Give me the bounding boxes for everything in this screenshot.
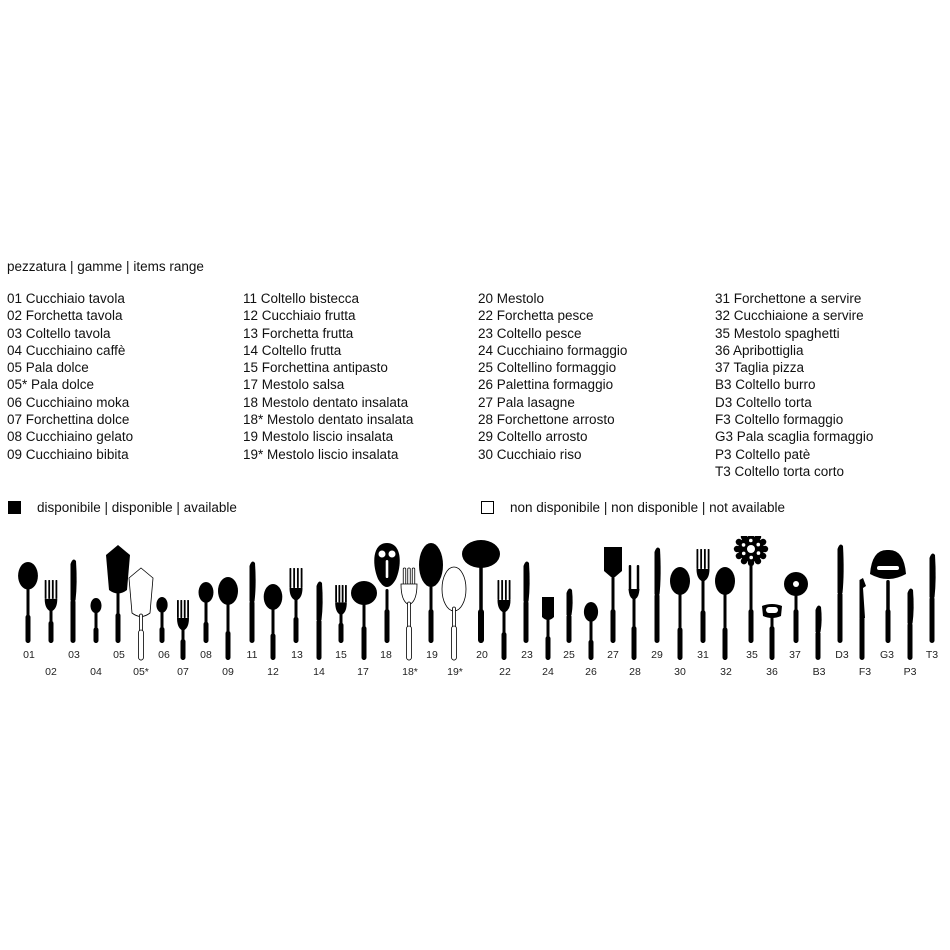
list-item: 20 Mestolo	[478, 291, 545, 306]
cutlery-item-09	[218, 577, 238, 660]
item-code-label: 06	[158, 649, 170, 661]
cutlery-item-23	[524, 562, 530, 643]
cutlery-item-20	[462, 540, 500, 643]
item-list-column-1	[7, 290, 133, 463]
cutlery-item-37	[784, 572, 808, 643]
list-item: 18 Mestolo dentato insalata	[243, 394, 409, 410]
list-item: 23 Coltello pesce	[478, 325, 582, 341]
cutlery-item-15	[335, 585, 347, 643]
list-item: 03 Coltello tavola	[7, 325, 111, 341]
item-code-label: 18*	[402, 666, 418, 678]
list-item: P3 Coltello patè	[715, 446, 811, 462]
item-code-label: 26	[585, 666, 597, 678]
available-swatch	[8, 501, 21, 514]
list-item: 05 Pala dolce	[7, 360, 89, 376]
list-item: D3 Coltello torta	[715, 394, 812, 410]
cutlery-item-36	[762, 604, 782, 660]
item-code-label: P3	[903, 666, 917, 678]
item-list-column-3	[478, 290, 627, 463]
item-code-label: 01	[23, 649, 35, 661]
cutlery-item-17	[351, 581, 377, 660]
cutlery-item-24	[542, 597, 554, 660]
item-code-label: 25	[563, 649, 575, 661]
list-item: 31 Forchettone a servire	[715, 291, 862, 306]
item-code-label: 20	[476, 649, 488, 661]
list-item: 01 Cucchiaio tavola	[7, 291, 125, 306]
cutlery-item-01	[18, 562, 38, 643]
item-code-label: G3	[879, 649, 895, 661]
list-item: 35 Mestolo spaghetti	[715, 325, 840, 341]
list-item: 05* Pala dolce	[7, 377, 95, 393]
item-code-label: 30	[674, 666, 686, 678]
cutlery-item-31	[697, 549, 710, 643]
list-item: 13 Forchetta frutta	[243, 325, 354, 341]
item-code-label: 14	[313, 666, 325, 678]
cutlery-item-03	[71, 560, 77, 643]
cutlery-item-05-star	[129, 568, 153, 660]
list-item: 19* Mestolo liscio insalata	[243, 446, 399, 462]
cutlery-item-02	[45, 580, 58, 643]
list-item: 22 Forchetta pesce	[478, 308, 594, 324]
cutlery-item-04	[90, 598, 101, 643]
cutlery-item-12	[264, 584, 283, 660]
list-item: 26 Palettina formaggio	[478, 377, 614, 393]
cutlery-item-27	[604, 547, 622, 643]
list-item: 02 Forchetta tavola	[7, 308, 123, 324]
item-code-label: 07	[177, 666, 189, 678]
cutlery-item-25	[567, 589, 573, 643]
cutlery-item-g3	[870, 550, 906, 643]
list-item: 04 Cucchiaino caffè	[7, 342, 126, 358]
item-code-label: 11	[246, 649, 258, 661]
list-item: 12 Cucchiaio frutta	[243, 308, 356, 324]
item-code-label: 19	[426, 649, 438, 661]
list-item: B3 Coltello burro	[715, 377, 816, 393]
cutlery-item-f3	[860, 578, 867, 660]
item-code-label: 13	[291, 649, 303, 661]
item-code-label: 23	[521, 649, 533, 661]
item-code-label: 32	[720, 666, 732, 678]
item-code-label: 12	[267, 666, 279, 678]
list-item: 36 Apribottiglia	[715, 342, 804, 358]
item-code-label: D3	[835, 649, 849, 661]
list-item: 11 Coltello bistecca	[243, 291, 360, 306]
cutlery-item-18-star	[401, 568, 417, 660]
list-item: 18* Mestolo dentato insalata	[243, 412, 414, 428]
item-code-label: 31	[697, 649, 709, 661]
cutlery-silhouettes	[0, 536, 950, 686]
item-code-label: 22	[499, 666, 511, 678]
item-list-column-4	[715, 290, 873, 480]
list-item: 25 Coltellino formaggio	[478, 360, 617, 376]
legend-available: disponibile | disponible | available	[37, 500, 237, 515]
list-item: 09 Cucchiaino bibita	[7, 446, 129, 462]
item-code-label: 37	[789, 649, 801, 661]
list-item: 29 Coltello arrosto	[478, 429, 588, 445]
list-item: 19 Mestolo liscio insalata	[243, 429, 394, 445]
item-code-label: 05	[113, 649, 125, 661]
list-item: 08 Cucchiaino gelato	[7, 429, 134, 445]
item-code-label: 05*	[133, 666, 149, 678]
cutlery-item-11	[250, 562, 256, 643]
item-code-label: 04	[90, 666, 102, 678]
item-code-label: 28	[629, 666, 641, 678]
item-code-label: T3	[925, 649, 939, 661]
list-item: 32 Cucchiaione a servire	[715, 308, 864, 324]
cutlery-item-19-star	[442, 567, 466, 660]
list-item: 27 Pala lasagne	[478, 394, 575, 410]
list-item: 17 Mestolo salsa	[243, 377, 345, 393]
list-item: 14 Coltello frutta	[243, 342, 342, 358]
item-list-column-2	[243, 290, 413, 463]
item-code-label: 19*	[447, 666, 463, 678]
list-item: 28 Forchettone arrosto	[478, 412, 615, 428]
item-code-label: F3	[858, 666, 872, 678]
legend-not-available: non disponibile | non disponible | not available	[510, 500, 785, 515]
list-item: 15 Forchettina antipasto	[243, 360, 388, 376]
cutlery-item-t3	[930, 554, 936, 643]
list-item: T3 Coltello torta corto	[715, 463, 845, 479]
cutlery-item-30	[670, 567, 690, 660]
list-item: 30 Cucchiaio riso	[478, 446, 582, 462]
cutlery-item-18	[374, 543, 399, 643]
cutlery-item-13	[290, 568, 303, 643]
item-code-label: 09	[222, 666, 234, 678]
item-code-label: 29	[651, 649, 663, 661]
item-code-label: 18	[380, 649, 392, 661]
item-code-label: 08	[200, 649, 212, 661]
cutlery-item-d3	[838, 545, 844, 643]
list-item: 37 Taglia pizza	[715, 360, 805, 376]
cutlery-item-19	[419, 543, 443, 643]
item-code-label: 27	[607, 649, 619, 661]
list-item: F3 Coltello formaggio	[715, 412, 844, 428]
not-available-swatch	[481, 501, 494, 514]
item-code-label: 03	[68, 649, 80, 661]
list-item: G3 Pala scaglia formaggio	[715, 429, 874, 445]
cutlery-item-29	[655, 548, 661, 643]
list-item: 07 Forchettina dolce	[7, 412, 130, 428]
cutlery-item-p3	[908, 589, 914, 660]
item-code-label: 36	[766, 666, 778, 678]
cutlery-item-26	[584, 602, 598, 660]
cutlery-item-08	[199, 582, 214, 643]
cutlery-item-b3	[816, 606, 822, 660]
cutlery-item-05	[106, 545, 130, 643]
item-code-label: 15	[335, 649, 347, 661]
section-heading: pezzatura | gamme | items range	[7, 259, 204, 274]
item-code-label: 24	[542, 666, 554, 678]
item-code-label: 02	[45, 666, 57, 678]
list-item: 24 Cucchiaino formaggio	[478, 342, 628, 358]
item-code-label: B3	[812, 666, 826, 678]
list-item: 06 Cucchiaino moka	[7, 394, 130, 410]
cutlery-item-28	[629, 565, 640, 660]
cutlery-item-35	[734, 536, 768, 643]
cutlery-item-07	[177, 600, 189, 660]
cutlery-item-32	[715, 567, 735, 660]
cutlery-item-22	[498, 580, 511, 660]
cutlery-item-06	[156, 597, 167, 643]
item-code-label: 35	[746, 649, 758, 661]
item-code-label: 17	[357, 666, 369, 678]
cutlery-item-14	[317, 582, 323, 660]
